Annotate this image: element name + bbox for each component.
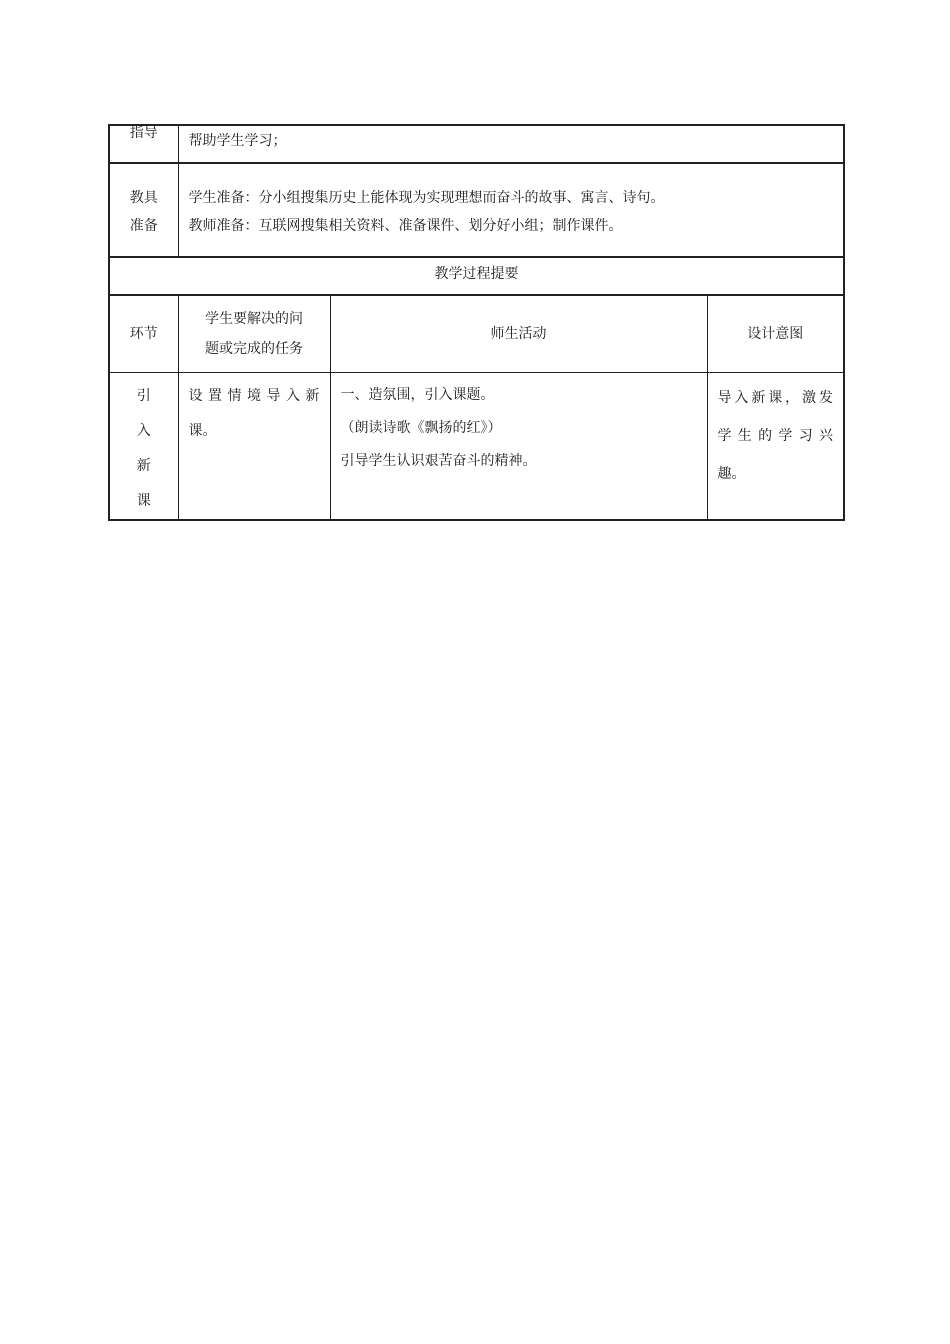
header-intent-cell <box>707 295 844 373</box>
intro-intent-line3: 趣。 <box>717 466 746 482</box>
intro-task-line2: 课。 <box>188 423 217 439</box>
intro-task-cell <box>178 373 330 521</box>
header-stage: 环节 <box>129 326 158 342</box>
teacher-prep: 教师准备：互联网搜集相关资料、准备课件、划分好小组；制作课件。 <box>188 218 623 234</box>
header-intent: 设计意图 <box>747 326 804 342</box>
prep-content-cell <box>178 163 844 257</box>
header-task-cell <box>178 295 330 373</box>
prep-label-line2: 准备 <box>129 218 158 234</box>
process-title-row <box>109 257 844 295</box>
intro-activity-line3: 引导学生认识艰苦奋斗的精神。 <box>340 453 537 469</box>
header-task-line2: 题或完成的任务 <box>205 341 303 357</box>
guidance-label: 指导 <box>129 125 158 141</box>
header-activity-cell <box>330 295 707 373</box>
header-stage-cell <box>109 295 178 373</box>
intro-intent-line1: 导入新课，激发 <box>717 390 834 406</box>
intro-stage-char: 课 <box>136 493 151 509</box>
intro-intent-cell <box>707 373 844 521</box>
guidance-content: 帮助学生学习； <box>188 133 287 149</box>
guidance-label-cell <box>109 125 178 163</box>
guidance-row <box>109 125 844 163</box>
guidance-content-cell <box>178 125 844 163</box>
intro-activity-cell <box>330 373 707 521</box>
intro-stage-char: 新 <box>136 458 151 474</box>
intro-activity-line2: （朗读诗歌《飘扬的红》） <box>340 420 502 436</box>
intro-stage-char: 引 <box>136 388 151 404</box>
student-prep: 学生准备：分小组搜集历史上能体现为实现理想而奋斗的故事、寓言、诗句。 <box>188 190 665 206</box>
prep-row <box>109 163 844 257</box>
intro-row <box>109 373 844 521</box>
process-title: 教学过程提要 <box>434 266 519 282</box>
prep-label-line1: 教具 <box>129 190 158 206</box>
intro-activity-line1: 一、造氛围，引入课题。 <box>340 387 495 403</box>
lesson-plan-table <box>108 124 845 521</box>
header-task-line1: 学生要解决的问 <box>205 311 303 327</box>
prep-label-cell <box>109 163 178 257</box>
intro-stage-char: 入 <box>136 423 151 439</box>
process-title-cell <box>109 257 844 295</box>
header-row <box>109 295 844 373</box>
intro-stage-cell <box>109 373 178 521</box>
header-activity: 师生活动 <box>490 326 547 342</box>
intro-intent-line2: 学生的学习兴 <box>717 428 834 444</box>
intro-task-line1: 设置情境导入新 <box>188 388 320 404</box>
